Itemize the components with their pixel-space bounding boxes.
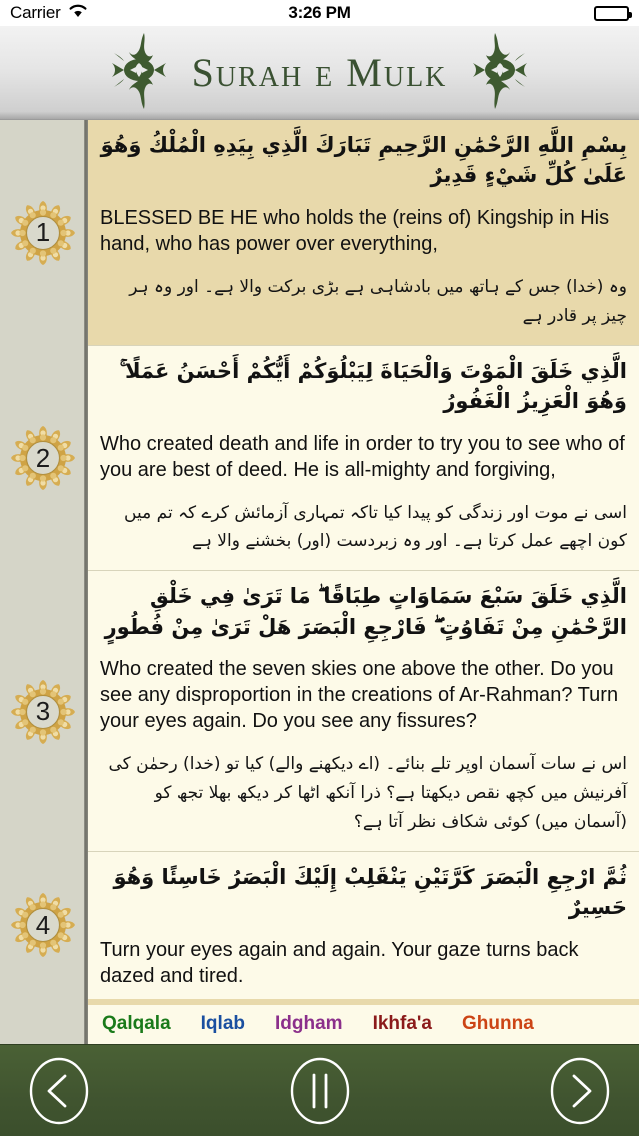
verse-urdu-translation: اس نے سات آسمان اوپر تلے بنائے۔ (اے دیکھنے والے) کیا تو (خدا) رحمٰن کی آفرنیش میں کچھ نقص دیکھتا ہے؟ ذرا آنکھ اٹھا کر دیکھ بھلا تجھ کو (آسمان میں) کوئی شکاف نظر آتا ہے؟ xyxy=(108,754,627,832)
legend-item-ikhfaa[interactable]: Ikhfa'a xyxy=(372,1013,432,1034)
verse-arabic-text: الَّذِي خَلَقَ سَبْعَ سَمَاوَاتٍ طِبَاقًا ۖ مَا تَرَىٰ فِي خَلْقِ الرَّحْمَٰنِ مِنْ تَفَاوُتٍ ۖ فَارْجِعِ الْبَصَرَ هَلْ تَرَىٰ مِنْ فُطُورٍ xyxy=(104,584,627,639)
legend-item-ghunna[interactable]: Ghunna xyxy=(462,1013,534,1034)
next-icon xyxy=(549,1056,611,1126)
previous-button[interactable] xyxy=(28,1056,90,1126)
next-button[interactable] xyxy=(549,1056,611,1126)
verse-arabic-text: الَّذِي خَلَقَ الْمَوْتَ وَالْحَيَاةَ لِيَبْلُوَكُمْ أَيُّكُمْ أَحْسَنُ عَمَلًا ۚ وَهُوَ الْعَزِيزُ الْغَفُورُ xyxy=(119,358,627,414)
pause-icon xyxy=(289,1056,351,1126)
ayah-number-badge[interactable] xyxy=(10,679,76,745)
status-bar xyxy=(0,0,639,26)
verse-english-translation: Who created the seven skies one above the other. Do you see any disproportion in the creations of Ar-Rahman? Turn your eyes again. Do you see any fissures? xyxy=(100,658,619,733)
page-title: Surah e Mulk xyxy=(191,50,448,95)
ayah-number-badge[interactable] xyxy=(10,892,76,958)
legend-item-iqlab[interactable]: Iqlab xyxy=(200,1013,245,1034)
legend-item-qalqala[interactable]: Qalqala xyxy=(102,1013,171,1034)
previous-icon xyxy=(28,1056,90,1126)
status-time: 3:26 PM xyxy=(288,3,351,22)
ayah-number-label: 4 xyxy=(35,909,51,940)
app-header xyxy=(0,26,639,120)
verse-arabic-text: بِسْمِ اللَّهِ الرَّحْمَٰنِ الرَّحِيمِ تَبَارَكَ الَّذِي بِيَدِهِ الْمُلْكُ وَهُوَ عَلَىٰ كُلِّ شَيْءٍ قَدِيرٌ xyxy=(100,133,627,188)
verse-block[interactable] xyxy=(88,120,639,346)
verse-english-translation: Who created death and life in order to try you to see who of you are best of deed. He is all-mighty and forgiving, xyxy=(100,432,625,481)
verse-scroll-content[interactable] xyxy=(88,120,639,999)
ayah-number-badge[interactable] xyxy=(10,425,76,491)
status-bar-right xyxy=(594,6,629,21)
ayah-number-gutter xyxy=(0,120,84,999)
floral-ornament-right-icon xyxy=(473,31,529,114)
verse-block[interactable] xyxy=(88,571,639,852)
verse-arabic-text: ثُمَّ ارْجِعِ الْبَصَرَ كَرَّتَيْنِ يَنْقَلِبْ إِلَيْكَ الْبَصَرُ خَاسِئًا وَهُوَ حَسِيرٌ xyxy=(113,864,627,920)
carrier-label: Carrier xyxy=(10,3,61,22)
legend-item-idgham[interactable]: Idgham xyxy=(275,1013,343,1034)
verse-block[interactable] xyxy=(88,852,639,999)
verse-urdu-translation: وہ (خدا) جس کے ہاتھ میں بادشاہی ہے بڑی برکت والا ہے۔ اور وہ ہر چیز پر قادر ہے xyxy=(129,276,627,326)
pause-button[interactable] xyxy=(289,1056,351,1126)
ayah-number-label: 1 xyxy=(35,217,51,248)
verse-list-area[interactable] xyxy=(0,120,639,999)
legend-gutter xyxy=(0,999,84,1044)
verse-block[interactable] xyxy=(88,346,639,572)
ayah-number-label: 3 xyxy=(35,696,51,727)
tajweed-legend xyxy=(88,999,639,1044)
ayah-number-label: 2 xyxy=(35,442,51,473)
verse-english-translation: Turn your eyes again and again. Your gaze turns back dazed and tired. xyxy=(100,938,579,987)
ayah-number-badge[interactable] xyxy=(10,200,76,266)
playback-toolbar xyxy=(0,1044,639,1136)
battery-full-icon xyxy=(594,6,629,21)
tajweed-legend-bar xyxy=(0,999,639,1044)
verse-english-translation: BLESSED BE HE who holds the (reins of) Kingship in His hand, who has power over everything, xyxy=(100,206,610,255)
floral-ornament-left-icon xyxy=(110,31,166,114)
verse-urdu-translation: اسی نے موت اور زندگی کو پیدا کیا تاکہ تمہاری آزمائش کرے کہ تم میں کون اچھے عمل کرتا ہے۔ اور وہ زبردست (اور) بخشنے والا ہے xyxy=(124,502,627,552)
